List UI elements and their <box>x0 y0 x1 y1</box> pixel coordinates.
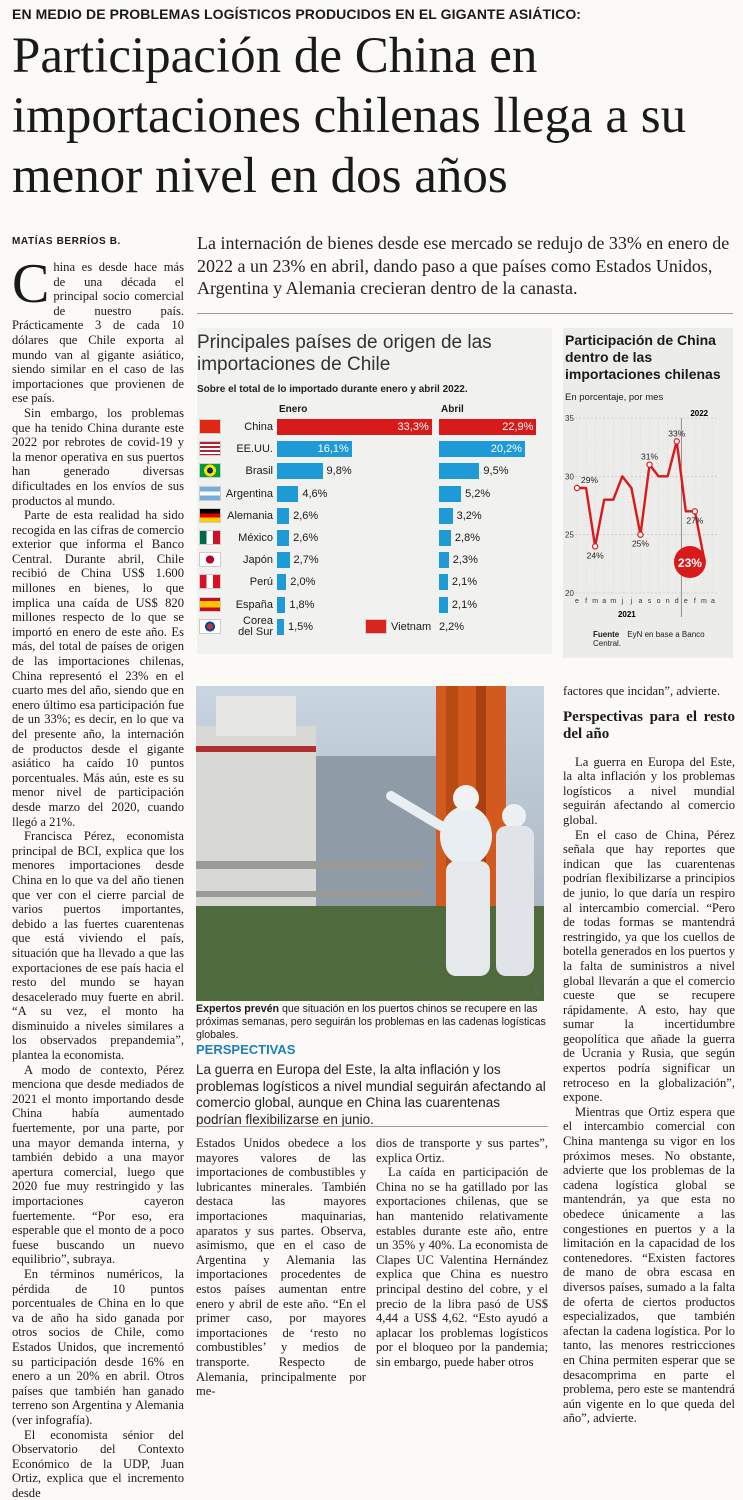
chart-source <box>593 630 733 648</box>
series-label-enero: Enero <box>279 404 307 415</box>
bar-enero <box>277 597 285 613</box>
y-tick-label: 25 <box>565 531 574 540</box>
country-label: Alemania <box>221 505 273 527</box>
country-label: Perú <box>221 571 273 593</box>
x-tick-label: n <box>666 598 670 605</box>
chart-title: Participación de China dentro de las importaciones chilenas <box>565 332 733 383</box>
body-column-4 <box>563 684 735 1426</box>
flag-pe-icon <box>199 574 221 589</box>
year-label: 2022 <box>690 409 708 418</box>
value-abril: 9,5% <box>483 460 508 482</box>
bar-enero <box>277 619 284 635</box>
paragraph: Mientras que Ortiz espera que el intercambio comercial con China mantenga su vigor en los próximos meses. No obstante, advierte que los problemas de la cadena logística global se mantendrán, ya que esta no obedece únicamente a las congestiones en puertos y a la limitación en la capacidad de los contenedores. “Existen factores de mano de obra escasa en diversos países, sumado a la falta de oferta de ciertos productos especializados, que también afectan la cadena logística. Por lo tanto, las menores restricciones en China permiten esperar que se desacomprima en parte el problema, pero este se mantendrá aún vigente en lo que queda del año”, advierte. <box>563 1105 735 1426</box>
paragraph: A modo de contexto, Pérez menciona que desde mediados de 2021 el monto importando desde China había aumentado fuertemente, por una parte, por una mayor demanda interna, y también debido a una mayor apertura comercial, luego que 2020 fue muy restringido y las importaciones cayeron fuertemente. “Por eso, era esperable que el monto de a poco fuese buscando un nuevo equilibrio”, subraya. <box>12 1063 184 1267</box>
bar-row <box>197 460 552 482</box>
line-plot <box>563 408 733 638</box>
data-point <box>574 485 579 490</box>
data-label: 33% <box>668 428 685 438</box>
x-tick-label: s <box>648 598 652 605</box>
port-workers-photo <box>196 686 544 1001</box>
flag-es-icon <box>199 597 221 612</box>
byline: MATÍAS BERRÍOS B. <box>12 236 121 247</box>
value-abril: 3,2% <box>457 505 482 527</box>
deck: La internación de bienes desde ese mercado se redujo de 33% en enero de 2022 a un 23% en abril, dando paso a que países como Estados Unidos, Argentina y Alemania crecieran dentro de la canasta. <box>197 232 733 300</box>
value-enero: 2,7% <box>294 549 319 571</box>
paragraph: En el caso de China, Pérez señala que hay reportes que indican que las cuarentenas podrían flexibilizarse a principios de junio, lo que daría un respiro al intercambio comercial. “Pero de todas formas se mantendrá restringido, ya que los cuellos de botella generados en los puertos y la falta de suministros a nivel global llevarán a que el comercio cueste que se recupere rápidamente. A esto, hay que sumar la incertidumbre geopolítica que añade la guerra de Ucrania y Rusia, que según expertos podría significar un retroceso en la globalización”, expone. <box>563 828 735 1105</box>
divider <box>196 1126 548 1127</box>
x-tick-label: a <box>602 598 606 605</box>
data-point <box>674 439 679 444</box>
bar-row <box>197 483 552 505</box>
paragraph: Parte de esta realidad ha sido recogida en las cifras de comercio exterior que informa el Banco Central. Durante abril, Chile recibió de China US$ 1.600 millones en bienes, lo que implica una caída de US$ 820 millones respecto de lo que se importó en enero de este año. Es más, del total de países de origen de las importaciones chilenas, China representó el 23% en el cuarto mes del año, siendo que en enero último esa participación fue de un 33%; es decir, en lo que va del presente año, la internación de productos desde el gigante asiático ha caído 10 puntos porcentuales. Más aún, este es su menor nivel de participación desde marzo del 2020, cuando llegó a 21%. <box>12 508 184 829</box>
bar-enero <box>277 530 289 546</box>
value-abril: 2,8% <box>455 527 480 549</box>
bar-enero <box>277 508 289 524</box>
paragraph: Sin embargo, los problemas que ha tenido China durante este 2022 por rebrotes de covid-19 y la menor operativa en sus puertos han generado diversas dificultades en los envíos de sus productos al mundo. <box>12 406 184 508</box>
country-label: Brasil <box>221 460 273 482</box>
paragraph: En términos numéricos, la pérdida de 10 puntos porcentuales de China en lo que va de año ha sido ganada por otros socios de Chile, como Estados Unidos, que incrementó su participación desde 16% en enero a un 20% en abril. Otros países que también han ganado terreno son Argentina y Alemania (ver infografía). <box>12 1267 184 1428</box>
y-tick-label: 30 <box>565 472 574 481</box>
x-tick-label: j <box>621 598 624 605</box>
value-enero: 2,6% <box>293 527 318 549</box>
x-tick-label: a <box>639 598 643 605</box>
source-text: EyN en base a Banco Central. <box>593 630 705 648</box>
value-enero: 2,0% <box>290 571 315 593</box>
data-point <box>647 462 652 467</box>
flag-jp-icon <box>199 552 221 567</box>
paragraph: dios de transporte y sus partes”, explica Ortiz. <box>376 1136 548 1165</box>
value-abril: 2,1% <box>452 594 477 616</box>
bar-abril <box>439 463 479 479</box>
caption-text: que situación en los puertos chinos se recupere en las próximas semanas, pero seguirán los problemas en las cadenas logísticas globales. <box>196 1003 546 1041</box>
bar-enero <box>277 574 286 590</box>
bar-chart <box>197 328 552 654</box>
bar-row <box>197 505 552 527</box>
country-label: China <box>221 416 273 438</box>
dropcap: C <box>12 262 49 306</box>
year-label: 2021 <box>618 610 636 619</box>
paragraph: Estados Unidos obedece a los mayores valores de las importaciones de combustibles y lubricantes minerales. También destaca las mayores importaciones maquinarias, aparatos y sus partes. Observa, asimismo, que en el caso de Argentina y Alemania las importaciones procedentes de estos países aumentan entre enero y abril de este año. “En el primer caso, por mayores importaciones de ‘resto no combustibles’ y medios de transporte. Respecto de Alemania, principalmente por me- <box>196 1136 366 1399</box>
bar-row <box>197 416 552 438</box>
divider <box>197 313 733 314</box>
headline: Participación de China en importaciones chilenas llega a su menor nivel en dos años <box>12 26 734 206</box>
photo-caption <box>196 1003 548 1042</box>
data-label: 24% <box>587 550 604 560</box>
x-tick-label: m <box>610 598 616 605</box>
country-label: España <box>221 594 273 616</box>
paragraph: factores que incidan”, advierte. <box>563 684 735 699</box>
value-abril: 2,3% <box>453 549 478 571</box>
perspectivas-label: PERSPECTIVAS <box>196 1042 295 1057</box>
x-tick-label: f <box>585 598 587 605</box>
flag-mx-icon <box>199 530 221 545</box>
chart-title: Principales países de origen de las importaciones de Chile <box>197 332 537 376</box>
paragraph: La guerra en Europa del Este, la alta inflación y los problemas logísticos a nivel mundial seguirán afectando al comercio global. <box>563 755 735 828</box>
chart-subtitle: En porcentaje, por mes <box>565 392 663 403</box>
bar-row <box>197 616 552 638</box>
data-point <box>638 532 643 537</box>
data-point <box>593 544 598 549</box>
paragraph: El economista sénior del Observatorio del Contexto Económico de la UDP, Juan Ortiz, explica que el incremento desde <box>12 1428 184 1500</box>
country-label: Japón <box>221 549 273 571</box>
value-enero: 9,8% <box>327 460 352 482</box>
perspectivas-text: La guerra en Europa del Este, la alta inflación y los problemas logísticos a nivel mundial seguirán afectando al comercio global, aunque en China las cuarentenas podrían flexibilizarse en junio. <box>196 1062 548 1128</box>
body-column-3 <box>376 1136 548 1370</box>
paragraph: Francisca Pérez, economista principal de BCI, explica que los menores importaciones desde China en lo que va del año tienen que ver con el cierre parcial de varios puertos importantes, debido a las fuertes cuarentenas que está viviendo el país, situación que ha llevado a que las exportaciones de ese país hacia el resto del mundo se hayan desacelerado muy fuerte en abril. “A su vez, el monto ha disminuido a niveles similares a los observados prepandemia”, plantea la economista. <box>12 829 184 1063</box>
country-label: Vietnam <box>391 616 431 638</box>
paragraph: La caída en participación de China no se ha gatillado por las exportaciones chilenas, que se han mantenido relativamente estables durante este año, entre un 35% y 40%. La economista de Clapes UC Valentina Hernández explica que China es nuestro principal destino del cobre, y el precio de la libra pasó de US$ 4,44 a US$ 4,62. “Esto ayudó a aplacar los problemas logísticos por el bloqueo por la pandemia; sin embargo, puede haber otros <box>376 1165 548 1369</box>
x-tick-label: j <box>630 598 633 605</box>
bar-row <box>197 571 552 593</box>
value-enero: 4,6% <box>302 483 327 505</box>
flag-br-icon <box>199 463 221 478</box>
bar-abril <box>439 574 448 590</box>
kicker: EN MEDIO DE PROBLEMAS LOGÍSTICOS PRODUCIDOS EN EL GIGANTE ASIÁTICO: <box>12 6 581 22</box>
data-label: 25% <box>632 539 649 549</box>
value-enero: 1,8% <box>289 594 314 616</box>
line-chart <box>563 328 733 658</box>
value-abril: 2,1% <box>452 571 477 593</box>
y-tick-label: 35 <box>565 414 574 423</box>
bar-abril <box>439 508 453 524</box>
flag-kr-icon <box>199 619 221 634</box>
bar-row <box>197 594 552 616</box>
bar-abril <box>439 552 449 568</box>
flag-vn-icon <box>365 619 387 634</box>
flag-us-icon <box>199 441 221 456</box>
bar-row <box>197 549 552 571</box>
flag-cn-icon <box>199 419 221 434</box>
data-label: 31% <box>641 452 658 462</box>
value-abril: 22,9% <box>439 416 533 438</box>
flag-de-icon <box>199 508 221 523</box>
country-label: México <box>221 527 273 549</box>
x-tick-label: o <box>657 598 661 605</box>
source-label: Fuente <box>593 630 619 639</box>
photo-credit: AFP <box>535 983 542 997</box>
bar-row <box>197 438 552 460</box>
paragraph: hina es desde hace más de una década el principal socio comercial de nuestro país. Prácticamente 3 de cada 10 dólares que Chile exporta al mundo van al gigante asiático, siendo similar en el caso de las importaciones que provienen de ese país. <box>12 260 184 406</box>
caption-bold: Expertos prevén <box>196 1003 279 1015</box>
value-abril: 5,2% <box>465 483 490 505</box>
bar-abril <box>439 530 451 546</box>
data-label: 23% <box>678 556 702 570</box>
body-column-2 <box>196 1136 366 1399</box>
data-label: 27% <box>686 515 703 525</box>
value-enero: 33,3% <box>277 416 429 438</box>
bar-enero <box>277 552 290 568</box>
x-tick-label: f <box>694 598 696 605</box>
x-tick-label: e <box>575 598 579 605</box>
flag-ar-icon <box>199 486 221 501</box>
value-enero: 1,5% <box>288 616 313 638</box>
country-label: Corea del Sur <box>221 616 273 638</box>
x-tick-label: d <box>675 598 679 605</box>
bar-abril <box>439 597 448 613</box>
country-label: EE.UU. <box>221 438 273 460</box>
subhead: Perspectivas para el resto del año <box>563 709 735 743</box>
value-abril: 2,2% <box>439 616 464 638</box>
series-label-abril: Abril <box>441 404 464 415</box>
x-tick-label: m <box>701 598 707 605</box>
data-label: 29% <box>581 475 598 485</box>
value-enero: 2,6% <box>293 505 318 527</box>
chart-subtitle: Sobre el total de lo importado durante enero y abril 2022. <box>197 384 468 395</box>
country-label: Argentina <box>221 483 273 505</box>
value-abril: 20,2% <box>439 438 522 460</box>
bar-abril <box>439 486 461 502</box>
x-tick-label: a <box>711 598 715 605</box>
bar-enero <box>277 463 323 479</box>
y-tick-label: 20 <box>565 589 574 598</box>
body-column-1 <box>12 260 184 1500</box>
data-point <box>692 509 697 514</box>
bar-row <box>197 527 552 549</box>
bar-enero <box>277 486 298 502</box>
x-tick-label: e <box>684 598 688 605</box>
x-tick-label: m <box>592 598 598 605</box>
value-enero: 16,1% <box>277 438 349 460</box>
